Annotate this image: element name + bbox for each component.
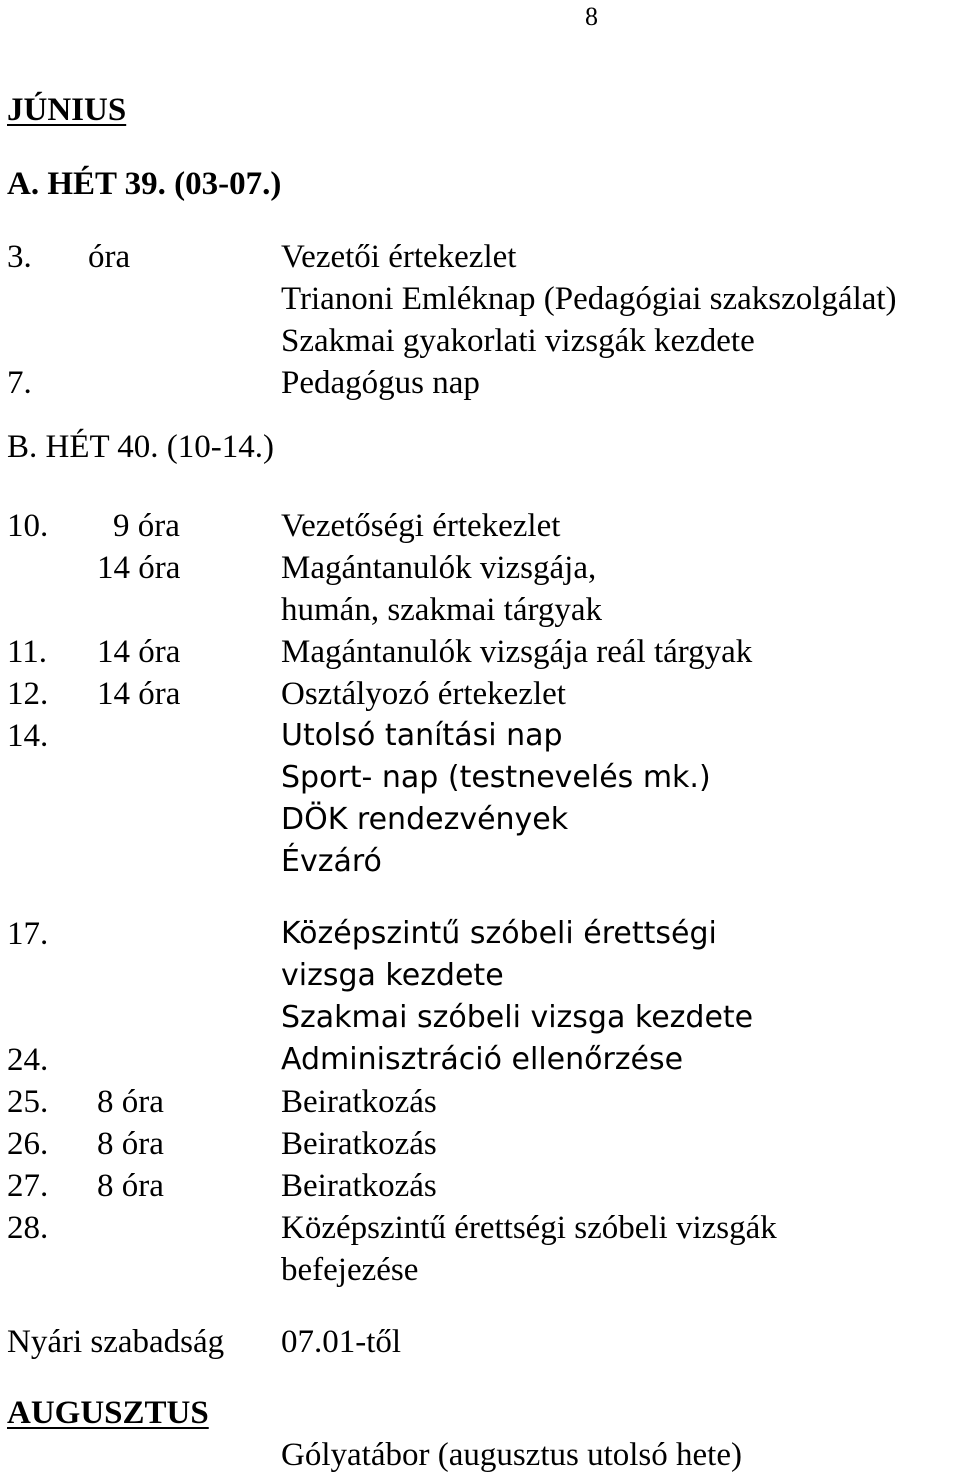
week-a-heading: A. HÉT 39. (03-07.) — [7, 166, 282, 202]
row-event: Magántanulók vizsgája reál tárgyak — [281, 634, 753, 670]
row-event: Vezetőségi értekezlet — [281, 508, 561, 544]
row-day: 25. — [7, 1084, 49, 1120]
row-time: 8 óra — [97, 1168, 164, 1204]
row-event: Beiratkozás — [281, 1126, 437, 1162]
row-event: humán, szakmai tárgyak — [281, 592, 603, 628]
row-time: óra — [88, 239, 131, 275]
row-time: 14 óra — [97, 634, 181, 670]
row-time: 14 óra — [97, 550, 181, 586]
month-heading-august: AUGUSZTUS — [7, 1395, 209, 1431]
row-event: Adminisztráció ellenőrzése — [281, 1042, 684, 1077]
row-event: Középszintű szóbeli érettségi — [281, 916, 717, 951]
row-event: Pedagógus nap — [281, 365, 480, 401]
row-day: 17. — [7, 916, 49, 952]
row-event: Utolsó tanítási nap — [281, 718, 563, 753]
row-event: Osztályozó értekezlet — [281, 676, 566, 712]
row-day: 3. — [7, 239, 32, 275]
row-day: 28. — [7, 1210, 49, 1246]
row-event: Évzáró — [281, 844, 382, 879]
row-day: 7. — [7, 365, 32, 401]
month-heading-june: JÚNIUS — [7, 92, 127, 128]
row-event: befejezése — [281, 1252, 419, 1288]
row-time: 8 óra — [97, 1084, 164, 1120]
row-event: DÖK rendezvények — [281, 802, 569, 837]
row-day: 14. — [7, 718, 49, 754]
row-event: Trianoni Emléknap (Pedagógiai szakszolgálat) — [281, 281, 897, 317]
row-time: 8 óra — [97, 1126, 164, 1162]
row-event: Szakmai gyakorlati vizsgák kezdete — [281, 323, 755, 359]
row-day: 11. — [7, 634, 48, 670]
row-day: 27. — [7, 1168, 49, 1204]
row-event: Beiratkozás — [281, 1084, 437, 1120]
summer-break-date: 07.01-től — [281, 1324, 402, 1360]
summer-break-label: Nyári szabadság — [7, 1324, 225, 1360]
row-day: 24. — [7, 1042, 49, 1078]
row-event: Beiratkozás — [281, 1168, 437, 1204]
august-event: Gólyatábor (augusztus utolsó hete) — [281, 1437, 742, 1473]
row-day: 10. — [7, 508, 49, 544]
row-day: 12. — [7, 676, 49, 712]
page-number: 8 — [585, 2, 598, 31]
week-b-heading: B. HÉT 40. (10-14.) — [7, 429, 275, 465]
row-time: 9 óra — [113, 508, 180, 544]
row-event: Középszintű érettségi szóbeli vizsgák — [281, 1210, 777, 1246]
row-event: Vezetői értekezlet — [281, 239, 517, 275]
row-event: Sport- nap (testnevelés mk.) — [281, 760, 711, 795]
row-time: 14 óra — [97, 676, 181, 712]
row-event: Szakmai szóbeli vizsga kezdete — [281, 1000, 754, 1035]
row-day: 26. — [7, 1126, 49, 1162]
row-event: Magántanulók vizsgája, — [281, 550, 597, 586]
row-event: vizsga kezdete — [281, 958, 504, 993]
